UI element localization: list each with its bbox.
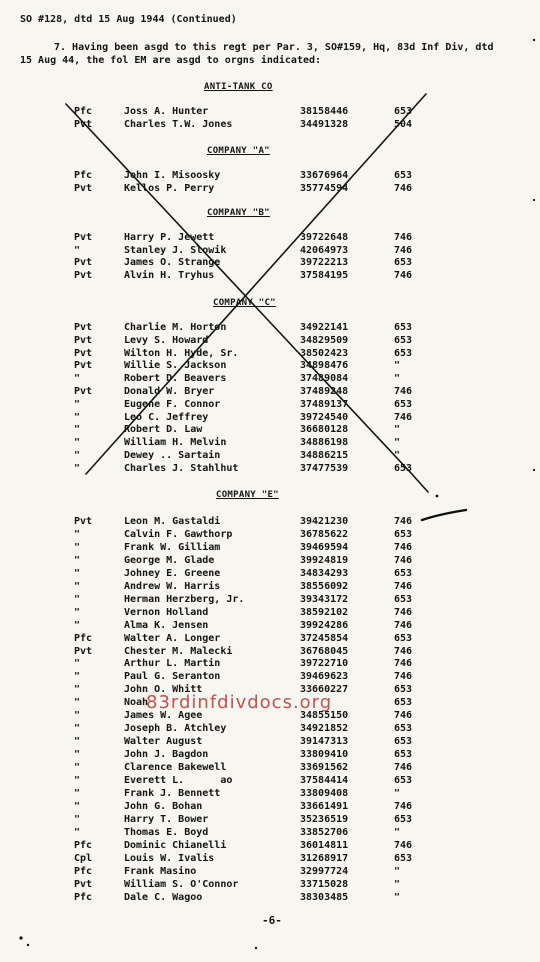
rank-cell: " (74, 580, 81, 592)
serial-number-cell: 38158446 (300, 106, 349, 117)
name-cell: Frank W. Gilliam (124, 541, 221, 553)
roster-row (0, 736, 540, 748)
rank-cell: " (74, 723, 81, 735)
rank-cell: Pvt (74, 257, 93, 269)
rank-cell: Pvt (74, 645, 93, 657)
mos-code-cell: 653 (394, 852, 413, 864)
rank-cell: Pvt (74, 232, 93, 243)
mos-code-cell: 653 (394, 632, 413, 644)
roster-row (0, 723, 540, 735)
name-cell: Chester M. Malecki (124, 645, 233, 657)
name-cell: Thomas E. Boyd (124, 826, 209, 838)
serial-number-cell: 39722648 (300, 232, 349, 243)
roster-row (0, 516, 540, 528)
rank-cell: Pvt (74, 322, 93, 333)
mos-code-cell: 746 (394, 541, 413, 553)
rank-cell: " (74, 826, 81, 838)
name-cell: James O. Strange (124, 257, 221, 269)
mos-code-cell: 653 (394, 462, 413, 474)
serial-number-cell: 39724540 (300, 411, 349, 423)
mos-code-cell: 746 (394, 516, 413, 527)
name-cell: Arthur L. Martin (124, 658, 221, 670)
section-title: COMPANY "E" (216, 490, 279, 500)
name-cell: Levy S. Howard (124, 334, 209, 346)
rank-cell: " (74, 775, 81, 786)
mos-code-cell: 653 (394, 697, 413, 709)
mos-code-cell: " (394, 450, 401, 461)
serial-number-cell: 36768045 (300, 645, 349, 657)
roster-row (0, 762, 540, 774)
name-cell: Calvin F. Gawthorp (124, 528, 233, 540)
order-header: SO #128, dtd 15 Aug 1944 (Continued) (20, 14, 237, 25)
roster-row (0, 788, 540, 800)
name-cell: John I. Misoosky (124, 170, 221, 181)
name-cell: Stanley J. Slowik (124, 244, 227, 256)
serial-number-cell: 36680128 (300, 424, 349, 436)
mos-code-cell: 653 (394, 749, 413, 761)
mos-code-cell: 653 (394, 322, 413, 333)
mos-code-cell: " (394, 865, 401, 877)
rank-cell: Pfc (74, 865, 93, 877)
rank-cell: " (74, 593, 81, 605)
mos-code-cell: 653 (394, 528, 413, 540)
name-cell: Robert D. Beavers (124, 373, 227, 385)
rank-cell: " (74, 749, 81, 761)
name-cell: Eugene F. Connor (124, 398, 221, 410)
name-cell: William H. Melvin (124, 437, 227, 449)
mos-code-cell: " (394, 787, 401, 799)
roster-row (0, 335, 540, 347)
rank-cell: Pvt (74, 516, 93, 527)
roster-row (0, 106, 540, 118)
name-cell: Charles T.W. Jones (124, 118, 233, 130)
ink-speck (27, 944, 29, 946)
serial-number-cell: 34921852 (300, 723, 349, 735)
serial-number-cell: 34855150 (300, 710, 349, 722)
serial-number-cell: 34886215 (300, 450, 349, 461)
roster-row (0, 658, 540, 670)
rank-cell: Pvt (74, 182, 93, 194)
name-cell: Robert D. Law (124, 424, 203, 436)
roster-row (0, 424, 540, 436)
serial-number-cell: 38556092 (300, 580, 349, 592)
roster-row (0, 853, 540, 865)
rank-cell: " (74, 736, 81, 748)
name-cell: Andrew W. Harris (124, 580, 221, 592)
rank-cell: " (74, 684, 81, 696)
rank-cell: Pfc (74, 839, 93, 851)
mos-code-cell: " (394, 373, 401, 385)
roster-row (0, 568, 540, 580)
name-cell: Noah (124, 697, 149, 709)
serial-number-cell: 38303485 (300, 891, 349, 903)
paragraph-line-1: 7. Having been asgd to this regt per Par. 3, SO#159, Hq, 83d Inf Div, dtd (54, 42, 494, 53)
rank-cell: " (74, 671, 81, 683)
roster-row (0, 542, 540, 554)
serial-number-cell: 33809408 (300, 787, 349, 799)
rank-cell: " (74, 528, 81, 540)
rank-cell: " (74, 398, 81, 410)
name-cell: Vernon Holland (124, 606, 209, 618)
rank-cell: " (74, 244, 81, 256)
rank-cell: Pfc (74, 106, 93, 117)
name-cell: Leo C. Jeffrey (124, 411, 209, 423)
section-title: COMPANY "A" (207, 146, 270, 156)
serial-number-cell: 38592102 (300, 606, 349, 618)
serial-number-cell: 33715028 (300, 878, 349, 890)
name-cell: Charlie M. Horton (124, 322, 227, 333)
serial-number-cell: 39924286 (300, 619, 349, 631)
serial-number-cell: 38502423 (300, 347, 349, 359)
mos-code-cell: " (394, 891, 401, 903)
name-cell: Joss A. Hunter (124, 106, 209, 117)
serial-number-cell: 33691562 (300, 762, 349, 774)
serial-number-cell: 37584414 (300, 775, 349, 786)
serial-number-cell: 37489248 (300, 386, 349, 397)
serial-number-cell: 39147313 (300, 736, 349, 748)
mos-code-cell: 653 (394, 347, 413, 359)
mos-code-cell: 746 (394, 800, 413, 812)
rank-cell: Cpl (74, 852, 93, 864)
roster-row (0, 170, 540, 182)
mos-code-cell: 653 (394, 398, 413, 410)
name-cell: Johney E. Greene (124, 567, 221, 579)
serial-number-cell: 31268917 (300, 852, 349, 864)
mos-code-cell: 746 (394, 710, 413, 722)
mos-code-cell: 653 (394, 106, 413, 117)
name-cell: Everett L. ao (124, 775, 233, 786)
mos-code-cell: 653 (394, 334, 413, 346)
mos-code-cell: 653 (394, 684, 413, 696)
name-cell: James W. Agee (124, 710, 203, 722)
serial-number-cell: 37245854 (300, 632, 349, 644)
serial-number-cell: 39722710 (300, 658, 349, 670)
roster-row (0, 866, 540, 878)
rank-cell: Pvt (74, 360, 93, 372)
serial-number-cell: 37477539 (300, 462, 349, 474)
rank-cell: " (74, 567, 81, 579)
roster-row (0, 119, 540, 131)
serial-number-cell: 34898476 (300, 360, 349, 372)
serial-number-cell: 33660227 (300, 684, 349, 696)
rank-cell: " (74, 554, 81, 566)
roster-row (0, 581, 540, 593)
mos-code-cell: " (394, 437, 401, 449)
serial-number-cell: 33809410 (300, 749, 349, 761)
roster-row (0, 322, 540, 334)
mos-code-cell: 653 (394, 736, 413, 748)
name-cell: Willie S. Jackson (124, 360, 227, 372)
name-cell: Leon M. Gastaldi (124, 516, 221, 527)
paragraph-line-2: 15 Aug 44, the fol EM are asgd to orgns indicated: (20, 55, 322, 66)
serial-number-cell: 33661491 (300, 800, 349, 812)
serial-number-cell: 36785622 (300, 528, 349, 540)
mos-code-cell: 746 (394, 232, 413, 243)
mos-code-cell: 504 (394, 118, 413, 130)
roster-row (0, 183, 540, 195)
serial-number-cell: 39469623 (300, 671, 349, 683)
serial-number-cell: 34829509 (300, 334, 349, 346)
roster-row (0, 270, 540, 282)
mos-code-cell: 746 (394, 839, 413, 851)
serial-number-cell: 37489084 (300, 373, 349, 385)
mos-code-cell: 653 (394, 257, 413, 269)
serial-number-cell: 33852706 (300, 826, 349, 838)
rank-cell: " (74, 437, 81, 449)
mos-code-cell: 746 (394, 182, 413, 194)
rank-cell: " (74, 411, 81, 423)
mos-code-cell: 653 (394, 593, 413, 605)
name-cell: John J. Bagdon (124, 749, 209, 761)
rank-cell: Pfc (74, 891, 93, 903)
name-cell: Clarence Bakewell (124, 762, 227, 774)
serial-number-cell: 37489137 (300, 398, 349, 410)
name-cell: Paul G. Seranton (124, 671, 221, 683)
serial-number-cell: 34834293 (300, 567, 349, 579)
roster-row (0, 412, 540, 424)
ink-speck (533, 199, 535, 201)
mos-code-cell: " (394, 424, 401, 436)
mos-code-cell: 746 (394, 580, 413, 592)
rank-cell: " (74, 541, 81, 553)
roster-row (0, 529, 540, 541)
name-cell: Joseph B. Atchley (124, 723, 227, 735)
roster-row (0, 386, 540, 398)
roster-row (0, 463, 540, 475)
roster-row (0, 840, 540, 852)
name-cell: Charles J. Stahlhut (124, 462, 239, 474)
name-cell: Louis W. Ivalis (124, 852, 215, 864)
section-title: COMPANY "C" (213, 298, 276, 308)
rank-cell: Pvt (74, 334, 93, 346)
roster-row (0, 827, 540, 839)
mos-code-cell: 653 (394, 170, 413, 181)
rank-cell: " (74, 762, 81, 774)
roster-row (0, 879, 540, 891)
ink-speck (436, 495, 439, 498)
rank-cell: Pvt (74, 386, 93, 397)
mos-code-cell: 653 (394, 723, 413, 735)
roster-row (0, 555, 540, 567)
roster-row (0, 671, 540, 683)
rank-cell: " (74, 462, 81, 474)
rank-cell: " (74, 373, 81, 385)
mos-code-cell: 746 (394, 606, 413, 618)
serial-number-cell: 42064973 (300, 244, 349, 256)
name-cell: Kellos P. Perry (124, 182, 215, 194)
mos-code-cell: 746 (394, 645, 413, 657)
roster-row (0, 749, 540, 761)
rank-cell: " (74, 697, 81, 709)
name-cell: John G. Bohan (124, 800, 203, 812)
mos-code-cell: " (394, 360, 401, 372)
mos-code-cell: 746 (394, 762, 413, 774)
rank-cell: Pfc (74, 632, 93, 644)
name-cell: Frank J. Bennett (124, 787, 221, 799)
ink-speck (255, 947, 257, 949)
roster-row (0, 373, 540, 385)
roster-row (0, 801, 540, 813)
mos-code-cell: " (394, 878, 401, 890)
rank-cell: Pfc (74, 170, 93, 181)
rank-cell: " (74, 606, 81, 618)
name-cell: Alvin H. Tryhus (124, 269, 215, 281)
mos-code-cell: 746 (394, 269, 413, 281)
roster-row (0, 775, 540, 787)
rank-cell: " (74, 619, 81, 631)
serial-number-cell: 37584195 (300, 269, 349, 281)
ink-speck (19, 936, 22, 939)
mos-code-cell: " (394, 826, 401, 838)
serial-number-cell: 34922141 (300, 322, 349, 333)
roster-row (0, 633, 540, 645)
serial-number-cell: 39722213 (300, 257, 349, 269)
rank-cell: Pvt (74, 269, 93, 281)
roster-row (0, 646, 540, 658)
watermark-text: 83rdinfdivdocs.org (146, 692, 333, 713)
serial-number-cell: 39421230 (300, 516, 349, 527)
rank-cell: " (74, 710, 81, 722)
roster-row (0, 348, 540, 360)
name-cell: William S. O'Connor (124, 878, 239, 890)
serial-number-cell: 34491328 (300, 118, 349, 130)
mos-code-cell: 653 (394, 567, 413, 579)
mos-code-cell: 746 (394, 244, 413, 256)
name-cell: Wilton H. Hyde, Sr. (124, 347, 239, 359)
mos-code-cell: 653 (394, 775, 413, 786)
name-cell: Harry P. Jewett (124, 232, 215, 243)
name-cell: Dominic Chianelli (124, 839, 227, 851)
roster-row (0, 620, 540, 632)
serial-number-cell: 39469594 (300, 541, 349, 553)
name-cell: Alma K. Jensen (124, 619, 209, 631)
roster-row (0, 360, 540, 372)
mos-code-cell: 746 (394, 619, 413, 631)
serial-number-cell: 36014811 (300, 839, 349, 851)
mos-code-cell: 746 (394, 411, 413, 423)
serial-number-cell: 32997724 (300, 865, 349, 877)
crossout-line (410, 472, 428, 492)
roster-row (0, 437, 540, 449)
serial-number-cell: 35236519 (300, 813, 349, 825)
rank-cell: " (74, 800, 81, 812)
rank-cell: Pvt (74, 347, 93, 359)
serial-number-cell: 34886198 (300, 437, 349, 449)
name-cell: Dewey .. Sartain (124, 450, 221, 461)
roster-row (0, 594, 540, 606)
serial-number-cell: 39924819 (300, 554, 349, 566)
rank-cell: " (74, 813, 81, 825)
rank-cell: Pvt (74, 118, 93, 130)
ink-speck (533, 39, 535, 41)
name-cell: Walter A. Longer (124, 632, 221, 644)
name-cell: Walter August (124, 736, 203, 748)
section-title: ANTI-TANK CO (204, 82, 273, 92)
roster-row (0, 399, 540, 411)
name-cell: Herman Herzberg, Jr. (124, 593, 245, 605)
roster-row (0, 450, 540, 462)
section-title: COMPANY "B" (207, 208, 270, 218)
name-cell: Frank Masino (124, 865, 197, 877)
name-cell: Donald W. Bryer (124, 386, 215, 397)
rank-cell: " (74, 658, 81, 670)
serial-number-cell: 39343172 (300, 593, 349, 605)
mos-code-cell: 746 (394, 386, 413, 397)
roster-row (0, 245, 540, 257)
serial-number-cell: 33676964 (300, 170, 349, 181)
rank-cell: " (74, 787, 81, 799)
name-cell: George M. Glade (124, 554, 215, 566)
name-cell: John O. Whitt (124, 684, 203, 696)
rank-cell: " (74, 424, 81, 436)
serial-number-cell: 35774594 (300, 182, 349, 194)
name-cell: Dale C. Wagoo (124, 891, 203, 903)
mos-code-cell: 746 (394, 671, 413, 683)
roster-row (0, 607, 540, 619)
roster-row (0, 814, 540, 826)
name-cell: Harry T. Bower (124, 813, 209, 825)
mos-code-cell: 746 (394, 554, 413, 566)
page-number: -6- (262, 914, 282, 927)
rank-cell: " (74, 450, 81, 461)
roster-row (0, 892, 540, 904)
rank-cell: Pvt (74, 878, 93, 890)
mos-code-cell: 746 (394, 658, 413, 670)
mos-code-cell: 653 (394, 813, 413, 825)
roster-row (0, 257, 540, 269)
roster-row (0, 232, 540, 244)
